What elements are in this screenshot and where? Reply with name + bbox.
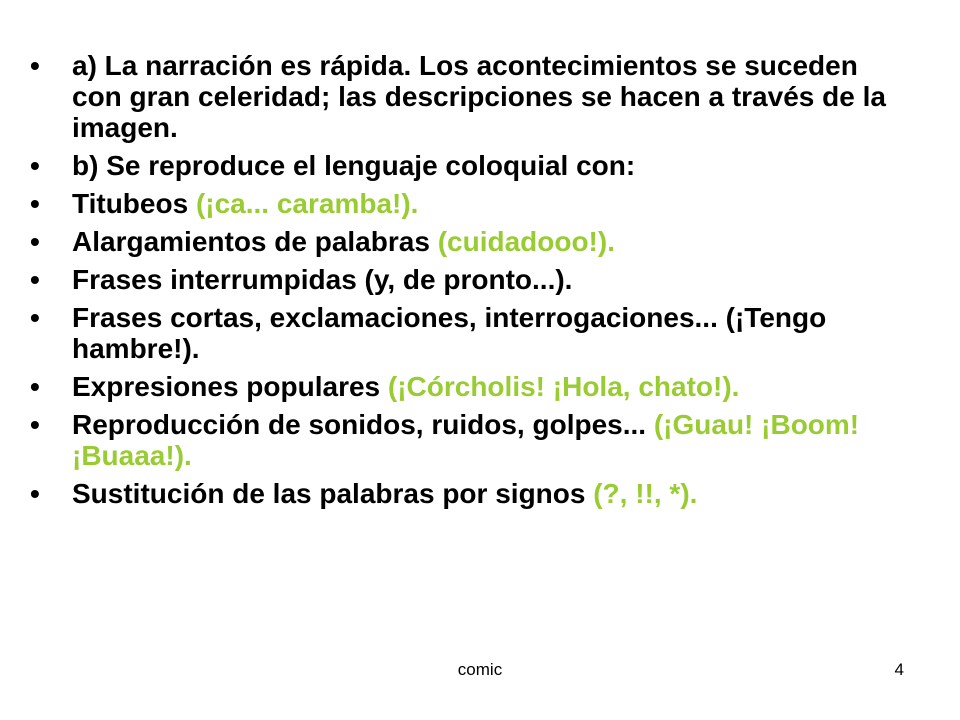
bullet-icon: • bbox=[30, 226, 40, 257]
bullet-item-signos bbox=[30, 478, 910, 509]
page-number: 4 bbox=[894, 660, 904, 679]
bullet-text: Alargamientos de palabras bbox=[72, 226, 438, 257]
bullet-example: (¡ca... caramba!). bbox=[195, 188, 419, 219]
bullet-item-frases-interrumpidas bbox=[30, 264, 910, 295]
bullet-icon: • bbox=[30, 50, 40, 81]
bullet-text: b) Se reproduce el lenguaje coloquial con: bbox=[72, 150, 636, 181]
bullet-icon: • bbox=[30, 409, 40, 440]
bullet-item-alargamientos bbox=[30, 226, 910, 257]
bullet-item-a-narracion bbox=[30, 50, 910, 143]
bullet-icon: • bbox=[30, 264, 40, 295]
bullet-text: Frases interrumpidas (y, de pronto...). bbox=[72, 264, 573, 295]
bullet-icon: • bbox=[30, 150, 40, 181]
bullet-icon: • bbox=[30, 302, 40, 333]
bullet-text: Sustitución de las palabras por signos bbox=[72, 478, 594, 509]
bullet-text: Frases cortas, exclamaciones, interrogaciones... (¡Tengo hambre!). bbox=[72, 302, 827, 364]
bullet-text: Expresiones populares bbox=[72, 371, 388, 402]
bullet-example: (¡Córcholis! ¡Hola, chato!). bbox=[387, 371, 740, 402]
bullet-icon: • bbox=[30, 478, 40, 509]
bullet-icon: • bbox=[30, 188, 40, 219]
bullet-example: (?, !!, *). bbox=[593, 478, 698, 509]
bullet-item-frases-cortas bbox=[30, 302, 910, 364]
bullet-text: Reproducción de sonidos, ruidos, golpes... bbox=[72, 409, 654, 440]
bullet-item-b-lenguaje bbox=[30, 150, 910, 181]
bullet-text: a) La narración es rápida. Los acontecimientos se suceden con gran celeridad; las descripciones se hacen a través de la imagen. bbox=[72, 50, 886, 143]
bullet-example: (cuidadooo!). bbox=[437, 226, 615, 257]
bullet-item-titubeos bbox=[30, 188, 910, 219]
bullet-item-expresiones-populares bbox=[30, 371, 910, 402]
bullet-list bbox=[30, 50, 910, 516]
bullet-item-sonidos bbox=[30, 409, 910, 471]
bullet-icon: • bbox=[30, 371, 40, 402]
footer-title: comic bbox=[457, 660, 503, 679]
bullet-example: (¡Guau! ¡Boom! ¡Buaaa!). bbox=[72, 409, 860, 471]
bullet-text: Titubeos bbox=[72, 188, 196, 219]
